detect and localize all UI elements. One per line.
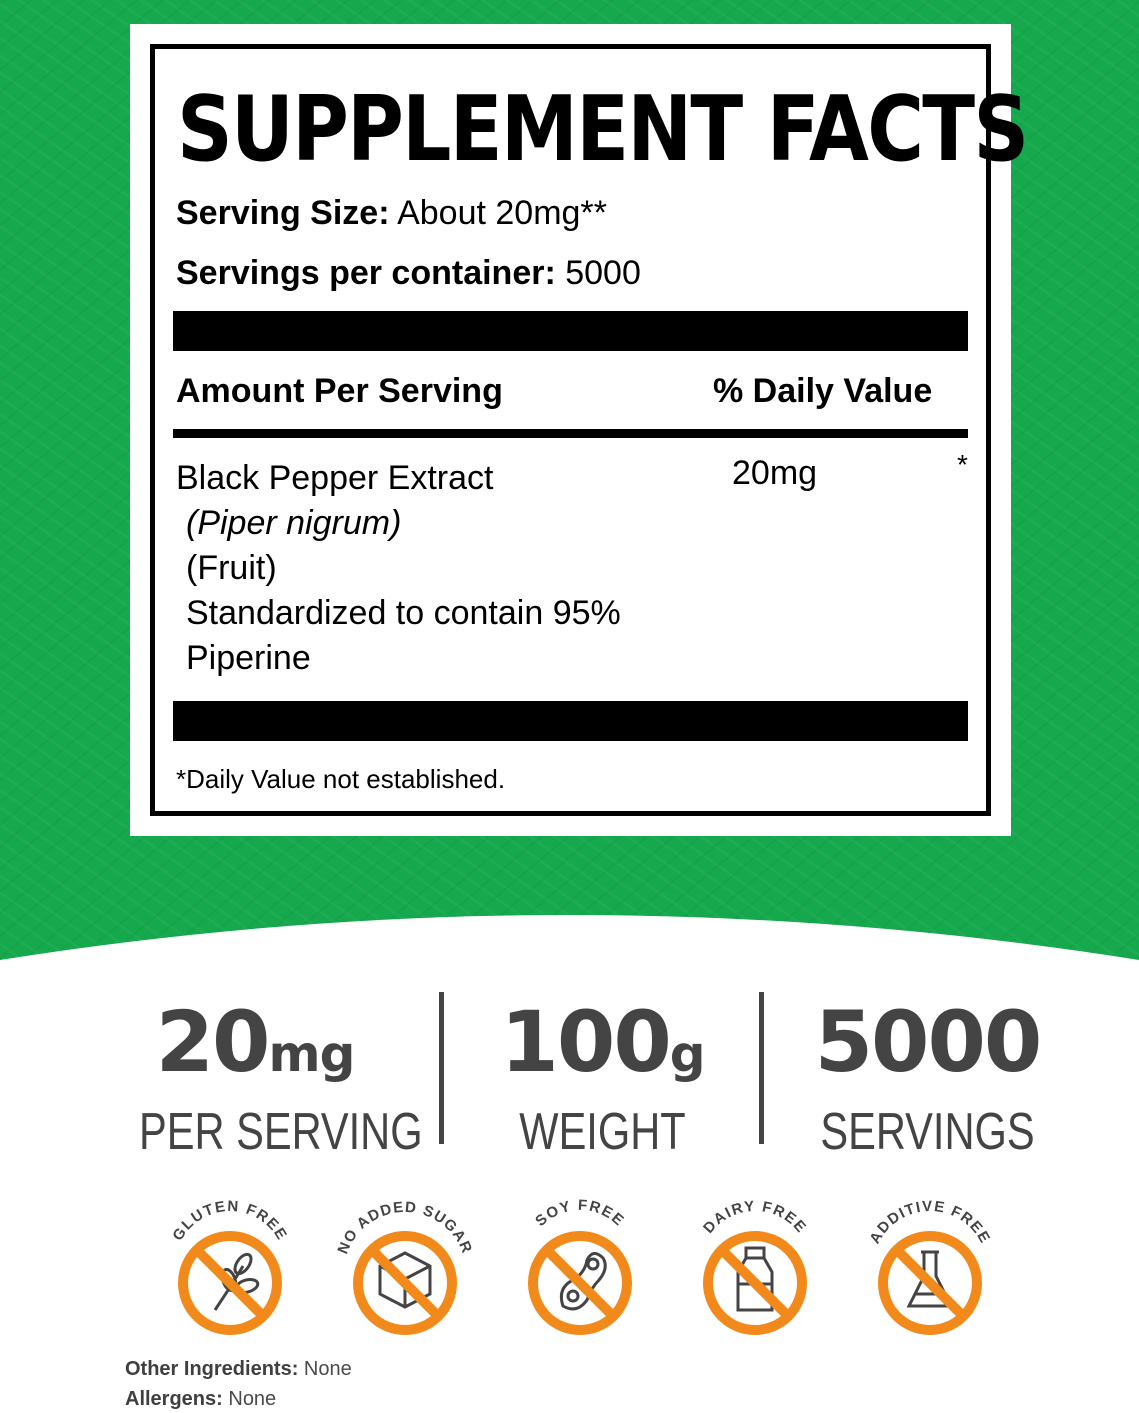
ingredient-part: (Fruit) (186, 549, 277, 587)
daily-value-header: % Daily Value (713, 372, 933, 410)
supplement-facts-box (150, 44, 1028, 816)
medium-divider (173, 429, 968, 438)
servings-label: Servings per container: (176, 254, 556, 292)
allergens-label: Allergens: (125, 1388, 223, 1410)
footnote: *Daily Value not established. (176, 764, 506, 794)
stat-value: 20 (155, 993, 269, 1091)
badge-no-added-sugar (330, 1188, 480, 1338)
badge-soy-free (505, 1188, 655, 1338)
stat-weight (460, 995, 745, 1165)
amount-header: Amount Per Serving (176, 372, 503, 410)
thick-divider-top (173, 311, 968, 351)
svg-text:SOY FREE (532, 1197, 628, 1230)
ingredient-standard-line2: Piperine (186, 639, 311, 677)
stat-per-serving (110, 993, 423, 1165)
ingredient-standard-line1: Standardized to contain 95% (186, 594, 621, 632)
badge-text: GLUTEN FREE (169, 1197, 291, 1244)
badge-text: SOY FREE (532, 1196, 628, 1230)
badge-text: DAIRY FREE (700, 1197, 810, 1237)
stat-divider-2 (759, 992, 764, 1144)
other-ingredients-label: Other Ingredients: (125, 1358, 299, 1380)
stat-number (460, 995, 745, 1102)
badge-gluten-free (155, 1188, 305, 1338)
serving-size-row (176, 194, 607, 233)
other-ingredients-line (125, 1358, 352, 1381)
stat-number (110, 995, 400, 1102)
stat-servings (780, 995, 1075, 1165)
stat-unit: mg (268, 1025, 355, 1083)
supplement-facts-panel (130, 24, 1028, 836)
ingredient-name: Black Pepper Extract (176, 459, 494, 497)
other-ingredients-value: None (298, 1358, 352, 1380)
stat-value: 5000 (814, 993, 1041, 1091)
badge-text: ADDITIVE FREE (866, 1197, 994, 1247)
badge-text: NO ADDED SUGAR (334, 1198, 476, 1257)
stat-caption: SERVINGS (820, 1103, 1035, 1161)
serving-size-value: About 20mg** (389, 194, 607, 232)
ingredient-latin: (Piper nigrum) (186, 504, 402, 542)
ingredient-dv: * (957, 449, 968, 480)
stat-divider-1 (439, 992, 444, 1144)
servings-per-container-row (176, 254, 641, 293)
ingredient-amount: 20mg (732, 454, 818, 492)
svg-text:DAIRY FREE (700, 1198, 810, 1237)
stat-number (780, 995, 1075, 1102)
svg-text:NO ADDED SUGAR (334, 1199, 475, 1257)
allergens-value: None (222, 1388, 277, 1410)
facts-title: SUPPLEMENT FACTS (177, 77, 1028, 182)
stat-value: 100 (500, 993, 670, 1091)
stat-unit: g (669, 1025, 705, 1083)
serving-size-label: Serving Size: (176, 194, 390, 232)
badge-additive-free (855, 1188, 1005, 1338)
stat-caption: PER SERVING (139, 1103, 423, 1161)
servings-value: 5000 (555, 254, 641, 292)
badge-dairy-free (680, 1188, 830, 1338)
thick-divider-bottom (173, 701, 968, 741)
allergens-line (125, 1388, 276, 1411)
stat-caption: WEIGHT (519, 1103, 686, 1161)
